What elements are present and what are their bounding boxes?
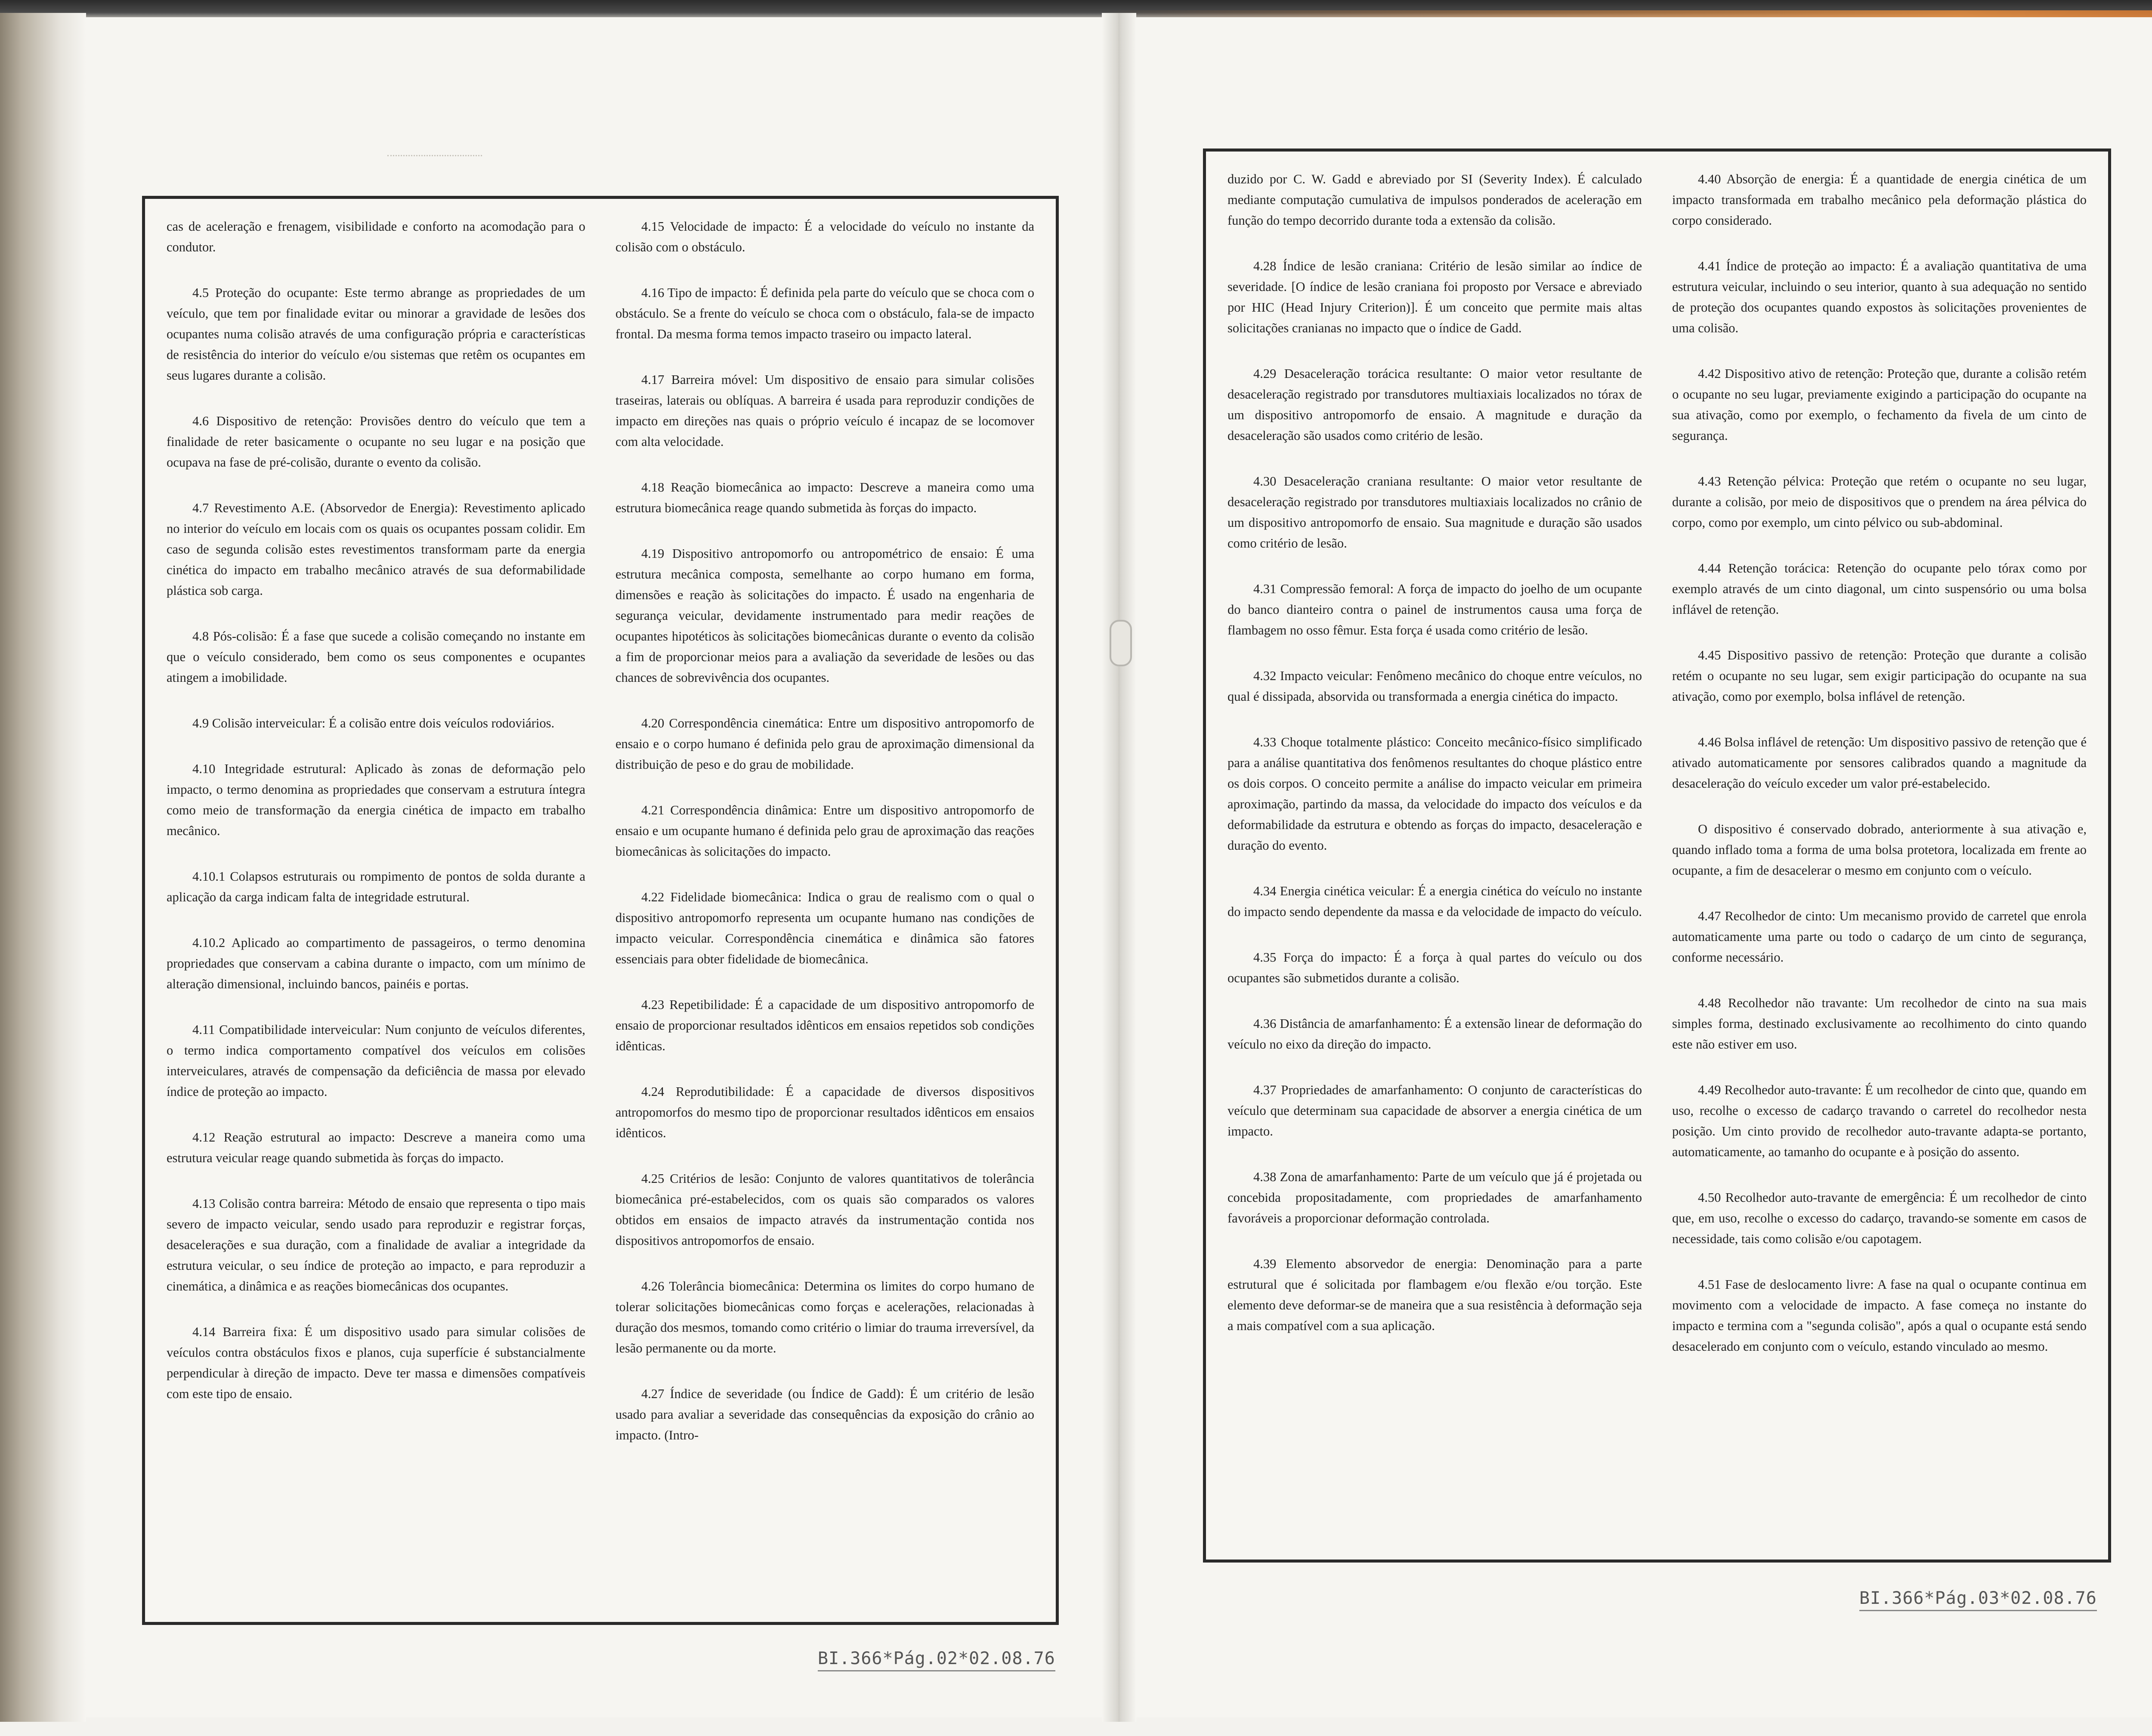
paragraph: 4.14 Barreira fixa: É um dispositivo usado para simular colisões de veículos contra obstáculos fixos e planos, cuja superfície é substancialmente perpendicular à direção de impacto. Deve ter massa e dimensões compatíveis com este tipo de ensaio. (167, 1324, 585, 1401)
left-column-1 (167, 216, 585, 1609)
binding-hole (1110, 620, 1132, 666)
paragraph: 4.41 Índice de proteção ao impacto: É a avaliação quantitativa de uma estrutura veicular, incluindo o seu interior, quanto à sua adequação no sentido de proteção dos ocupantes quando expostos às solicitações provenientes de uma colisão. (1672, 259, 2087, 335)
paragraph: 4.40 Absorção de energia: É a quantidade de energia cinética de um impacto transformada em trabalho mecânico pela deformação plástica do corpo considerado. (1672, 172, 2087, 228)
paragraph: O dispositivo é conservado dobrado, anteriormente à sua ativação e, quando inflado toma a forma de uma bolsa protetora, localizada em frente ao ocupante, a fim de desacelerar o mesmo em conjunto com o veículo. (1672, 822, 2087, 878)
paragraph: 4.22 Fidelidade biomecânica: Indica o grau de realismo com o qual o dispositivo antropomorfo representa um ocupante humano nas condições de impacto veicular. Correspondência cinemática e dinâmica são fatores essenciais para obter fidelidade de biomecânica. (615, 890, 1034, 966)
paragraph: cas de aceleração e frenagem, visibilidade e conforto na acomodação para o condutor. (167, 219, 585, 254)
right-column-2 (1672, 169, 2087, 1547)
paragraph: 4.39 Elemento absorvedor de energia: Denominação para a parte estrutural que é solicitada por flambagem e/ou flexão e/ou torção. Este elemento deve deformar-se de maneira que a sua resistência à deformação seja a mais compatível com a sua aplicação. (1228, 1256, 1642, 1333)
paragraph: 4.25 Critérios de lesão: Conjunto de valores quantitativos de tolerância biomecânica pré-estabelecidos, com os quais são comparados os valores obtidos em ensaios de impacto através da instrumentação contida nos dispositivos antropomorfos de ensaio. (615, 1171, 1034, 1248)
left-text-frame (142, 196, 1059, 1625)
paragraph: 4.29 Desaceleração torácica resultante: O maior vetor resultante de desaceleração registrado por transdutores multiaxiais localizados no tórax de um dispositivo antropomorfo de ensaio. A magnitude e duração da desaceleração são usados como critério de lesão. (1228, 366, 1642, 443)
paragraph: 4.21 Correspondência dinâmica: Entre um dispositivo antropomorfo de ensaio e um ocupante humano é definida pelo grau de aproximação das reações biomecânicas às solicitações do impacto. (615, 803, 1034, 859)
left-page-edge-shadow (0, 13, 86, 1722)
right-page-footer: BI.366*Pág.03*02.08.76 (1859, 1588, 2097, 1611)
paragraph: 4.8 Pós-colisão: É a fase que sucede a colisão começando no instante em que o veículo considerado, bem como os seus componentes e ocupantes atingem a imobilidade. (167, 629, 585, 685)
book-gutter (1102, 13, 1136, 1722)
paragraph: 4.10.1 Colapsos estruturais ou rompimento de pontos de solda durante a aplicação da carga indicam falta de integridade estrutural. (167, 869, 585, 904)
right-column-1 (1228, 169, 1642, 1547)
paragraph: 4.43 Retenção pélvica: Proteção que retém o ocupante no seu lugar, durante a colisão, por meio de dispositivos que o prendem na área pélvica do corpo, como por exemplo, um cinto pélvico ou sub-abdominal. (1672, 474, 2087, 530)
left-columns (167, 216, 1034, 1609)
left-column-2 (615, 216, 1034, 1609)
paragraph: 4.23 Repetibilidade: É a capacidade de um dispositivo antropomorfo de ensaio de proporcionar resultados idênticos em ensaios repetidos sob condições idênticas. (615, 997, 1034, 1053)
paragraph: 4.5 Proteção do ocupante: Este termo abrange as propriedades de um veículo, que tem por finalidade evitar ou minorar a gravidade de lesões dos ocupantes numa colisão através de uma configuração própria e características de resistência do interior do veículo e/ou sistemas que retêm os ocupantes em seus lugares durante a colisão. (167, 285, 585, 383)
paragraph: 4.36 Distância de amarfanhamento: É a extensão linear de deformação do veículo no eixo da direção do impacto. (1228, 1016, 1642, 1052)
paragraph: 4.27 Índice de severidade (ou Índice de Gadd): É um critério de lesão usado para avaliar a severidade das consequências da exposição do crânio ao impacto. (Intro- (615, 1386, 1034, 1442)
paragraph: 4.28 Índice de lesão craniana: Critério de lesão similar ao índice de severidade. [O índice de lesão craniana foi proposto por Versace e abreviado por HIC (Head Injury Criterion)]. É um conceito que permite mais altas solicitações cranianas no impacto que o índice de Gadd. (1228, 259, 1642, 335)
paragraph: 4.46 Bolsa inflável de retenção: Um dispositivo passivo de retenção que é ativado automaticamente por sensores calibrados quando a magnitude da desaceleração do veículo exceder um valor pré-estabelecido. (1672, 735, 2087, 791)
paragraph: 4.32 Impacto veicular: Fenômeno mecânico do choque entre veículos, no qual é dissipada, absorvida ou transformada a energia cinética do impacto. (1228, 668, 1642, 704)
paragraph: 4.51 Fase de deslocamento livre: A fase na qual o ocupante continua em movimento com a velocidade de impacto. A fase começa no instante do impacto e termina com a "segunda colisão", após a qual o ocupante está sendo desacelerado em conjunto com o veículo, estando vinculado ao mesmo. (1672, 1277, 2087, 1354)
paragraph: 4.19 Dispositivo antropomorfo ou antropométrico de ensaio: É uma estrutura mecânica composta, semelhante ao corpo humano em forma, dimensões e reação às solicitações do impacto. É usado na engenharia de segurança veicular, devidamente instrumentado para medir reações de ocupantes hipotéticos às solicitações biomecânicas durante o evento da colisão a fim de proporcionar meios para a avaliação da severidade de lesões ou das chances de sobrevivência dos ocupantes. (615, 546, 1034, 685)
paragraph: 4.10 Integridade estrutural: Aplicado às zonas de deformação pelo impacto, o termo denomina as propriedades que conservam a estrutura íntegra como meio de transformação da energia cinética de impacto em trabalho mecânico. (167, 761, 585, 838)
paragraph: 4.10.2 Aplicado ao compartimento de passageiros, o termo denomina propriedades que conservam a cabina durante o impacto, com um mínimo de alteração dimensional, incluindo bancos, painéis e portas. (167, 935, 585, 991)
paragraph: duzido por C. W. Gadd e abreviado por SI (Severity Index). É calculado mediante computação cumulativa de impulsos ponderados de aceleração em função do tempo decorrido durante toda a extensão da colisão. (1228, 172, 1642, 228)
paragraph: 4.15 Velocidade de impacto: É a velocidade do veículo no instante da colisão com o obstáculo. (615, 219, 1034, 254)
left-page-footer: BI.366*Pág.02*02.08.76 (818, 1649, 1055, 1671)
paragraph: 4.44 Retenção torácica: Retenção do ocupante pelo tórax como por exemplo através de um cinto diagonal, um cinto suspensório ou uma bolsa inflável de retenção. (1672, 561, 2087, 617)
paragraph: 4.34 Energia cinética veicular: É a energia cinética do veículo no instante do impacto sendo dependente da massa e da velocidade de impacto do veículo. (1228, 884, 1642, 919)
paragraph: 4.37 Propriedades de amarfanhamento: O conjunto de características do veículo que determinam sua capacidade de absorver a energia cinética de um impacto. (1228, 1083, 1642, 1139)
right-text-frame (1203, 149, 2111, 1563)
paragraph: 4.38 Zona de amarfanhamento: Parte de um veículo que já é projetada ou concebida propositadamente, com propriedades de amarfanhamento favoráveis a proporcionar deformação controlada. (1228, 1170, 1642, 1225)
paragraph: 4.7 Revestimento A.E. (Absorvedor de Energia): Revestimento aplicado no interior do veículo em locais com os quais os ocupantes possam colidir. Em caso de segunda colisão estes revestimentos transformam parte da energia cinética do impacto em trabalho mecânico através de sua deformabilidade plástica sob carga. (167, 501, 585, 598)
paragraph: 4.49 Recolhedor auto-travante: É um recolhedor de cinto que, quando em uso, recolhe o excesso de cadarço travando o carretel do recolhedor nesta posição. Um cinto provido de recolhedor auto-travante adapta-se portanto, automaticamente, ao tamanho do ocupante e à posição do assento. (1672, 1083, 2087, 1159)
paragraph: 4.6 Dispositivo de retenção: Provisões dentro do veículo que tem a finalidade de reter basicamente o ocupante no seu lugar e na posição que ocupava na fase de pré-colisão, durante o evento da colisão. (167, 414, 585, 470)
paragraph: 4.45 Dispositivo passivo de retenção: Proteção que durante a colisão retém o ocupante no seu lugar, sem exigir participação do ocupante na sua ativação, como por exemplo, bolsa inflável de retenção. (1672, 648, 2087, 704)
paragraph: 4.13 Colisão contra barreira: Método de ensaio que representa o tipo mais severo de impacto veicular, sendo usado para reproduzir e registrar forças, desacelerações e sua duração, com a finalidade de avaliar a integridade da estrutura veicular, o seu índice de proteção ao impacto, e para reproduzir a cinemática, a dinâmica e as reações biomecânicas dos ocupantes. (167, 1196, 585, 1293)
paragraph: 4.35 Força do impacto: É a força à qual partes do veículo ou dos ocupantes são submetidos durante a colisão. (1228, 950, 1642, 985)
paragraph: 4.31 Compressão femoral: A força de impacto do joelho de um ocupante do banco dianteiro contra o painel de instrumentos causa uma força de flambagem no osso fêmur. Esta força é usada como critério de lesão. (1228, 582, 1642, 637)
paragraph: 4.20 Correspondência cinemática: Entre um dispositivo antropomorfo de ensaio e o corpo humano é definida pelo grau de aproximação dimensional da distribuição de peso e do grau de mobilidade. (615, 716, 1034, 772)
paragraph: 4.26 Tolerância biomecânica: Determina os limites do corpo humano de tolerar solicitações biomecânicas como forças e acelerações, relacionadas à duração dos mesmos, tomando como critério o limiar do trauma irreversível, da lesão permanente ou da morte. (615, 1279, 1034, 1355)
paragraph: 4.50 Recolhedor auto-travante de emergência: É um recolhedor de cinto que, em uso, recolhe o excesso do cadarço, travando-se somente em casos de necessidade, tais como colisão e/ou capotagem. (1672, 1190, 2087, 1246)
paragraph: 4.30 Desaceleração craniana resultante: O maior vetor resultante de desaceleração registrado por transdutores multiaxiais localizados no crânio de um dispositivo antropomorfo de ensaio. Sua magnitude e duração são usados como critério de lesão. (1228, 474, 1642, 551)
paragraph: 4.9 Colisão interveicular: É a colisão entre dois veículos rodoviários. (192, 716, 555, 730)
paragraph: 4.48 Recolhedor não travante: Um recolhedor de cinto na sua mais simples forma, destinado exclusivamente ao recolhimento do cinto quando este não estiver em uso. (1672, 996, 2087, 1052)
paragraph: 4.47 Recolhedor de cinto: Um mecanismo provido de carretel que enrola automaticamente uma parte ou todo o cadarço de um cinto de segurança, conforme necessário. (1672, 909, 2087, 965)
paragraph: 4.42 Dispositivo ativo de retenção: Proteção que, durante a colisão retém o ocupante no seu lugar, previamente exigindo a participação do ocupante na sua ativação, como por exemplo, o fechamento da fivela de um cinto de segurança. (1672, 366, 2087, 443)
right-columns (1228, 169, 2087, 1547)
paragraph: 4.12 Reação estrutural ao impacto: Descreve a maneira como uma estrutura veicular reage quando submetida às forças do impacto. (167, 1130, 585, 1165)
paragraph: 4.11 Compatibilidade interveicular: Num conjunto de veículos diferentes, o termo indica comportamento compatível dos veículos em colisões interveiculares, através de compensação da deficiência de massa por elevado índice de proteção ao impacto. (167, 1022, 585, 1099)
paragraph: 4.16 Tipo de impacto: É definida pela parte do veículo que se choca com o obstáculo. Se a frente do veículo se choca com o obstáculo, fala-se de impacto frontal. Da mesma forma temos impacto traseiro ou impacto lateral. (615, 285, 1034, 341)
paragraph: 4.17 Barreira móvel: Um dispositivo de ensaio para simular colisões traseiras, laterais ou oblíquas. A barreira é usada para reproduzir condições de impacto em direções nas quais o próprio veículo é incapaz de se locomover com alta velocidade. (615, 372, 1034, 449)
paragraph: 4.24 Reprodutibilidade: É a capacidade de diversos dispositivos antropomorfos do mesmo tipo de proporcionar resultados idênticos em ensaios idênticos. (615, 1084, 1034, 1140)
paragraph: 4.18 Reação biomecânica ao impacto: Descreve a maneira como uma estrutura biomecânica reage quando submetida às forças do impacto. (615, 480, 1034, 515)
pencil-mark (387, 155, 482, 160)
paragraph: 4.33 Choque totalmente plástico: Conceito mecânico-físico simplificado para a análise quantitativa dos fenômenos resultantes do choque plástico entre os dois corpos. O conceito permite a análise do impacto veicular em primeira aproximação, partindo da massa, da velocidade do impacto dos veículos e da deformabilidade da estrutura e obtendo as forças do impacto, desaceleração e duração do evento. (1228, 735, 1642, 853)
